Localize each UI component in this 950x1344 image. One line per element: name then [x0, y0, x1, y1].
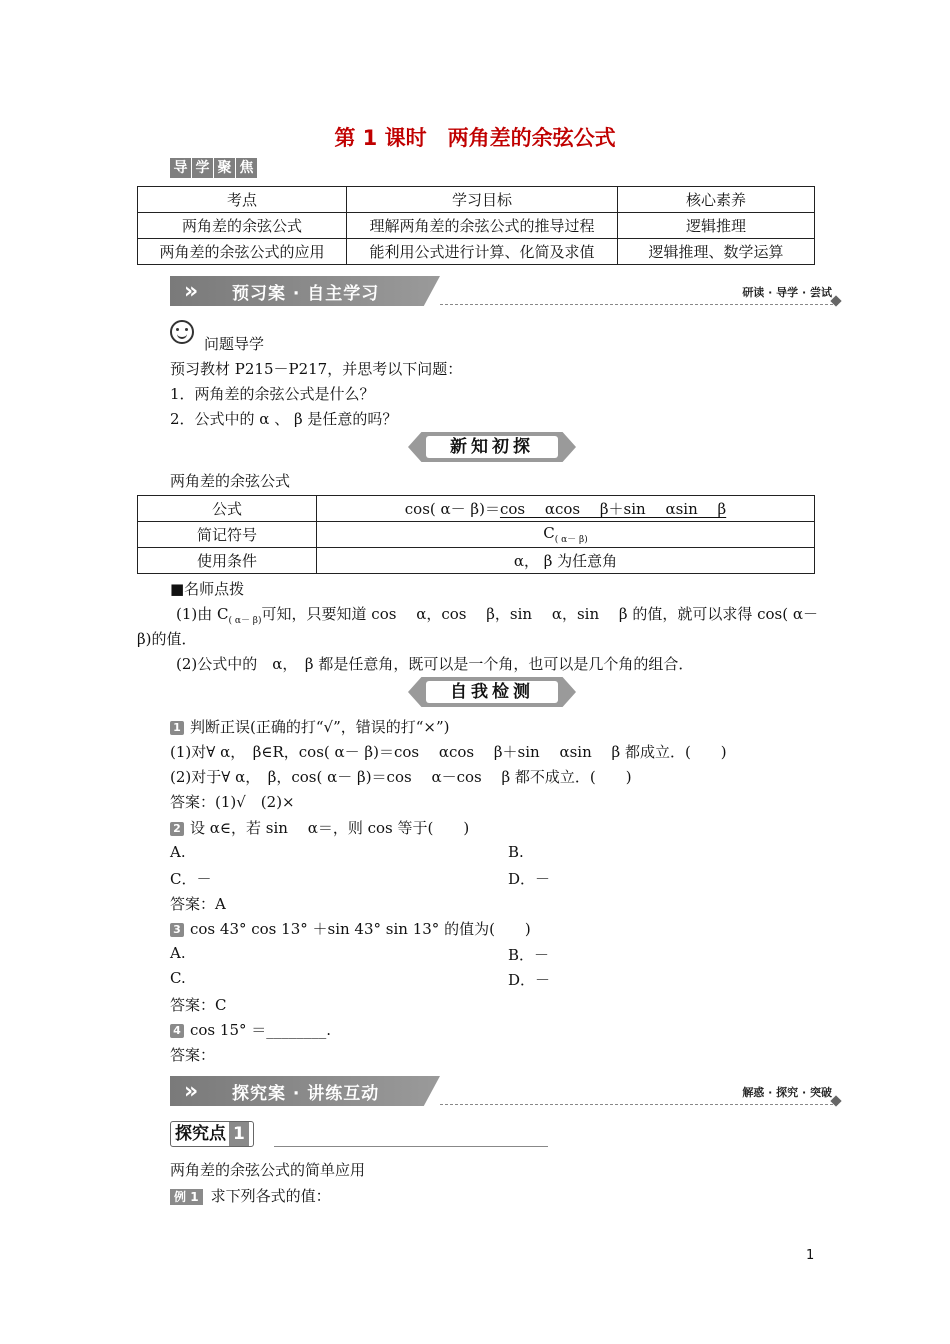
question-text: cos 43° cos 13° ＋sin 43° sin 13° 的值为( ): [190, 920, 531, 938]
explore-rule: [274, 1146, 548, 1147]
table-cell: α， β 为任意角: [317, 548, 815, 574]
question-number: 4: [170, 1024, 184, 1038]
focus-tag-char: 学: [192, 158, 213, 178]
check-statement: (1)对∀ α， β∈R，cos( α－ β)＝cos αcos β＋sin αsin β 都成立．( ): [170, 743, 727, 761]
objectives-table: [137, 186, 815, 265]
table-row: [138, 548, 815, 574]
table-cell: 两角差的余弦公式: [138, 213, 347, 239]
focus-tag-char: 导: [170, 158, 191, 178]
question-text: 设 α∈，若 sin α＝，则 cos 等于( ): [190, 819, 470, 837]
example-1: [170, 1185, 331, 1206]
question-number: 3: [170, 923, 184, 937]
table-cell: 逻辑推理、数学运算: [618, 239, 815, 265]
option-b: B.: [508, 843, 524, 861]
banner-title-right: 自主学习: [307, 284, 380, 304]
option-b: B．－: [508, 946, 550, 964]
banner-title: 预习案 · 自主学习: [232, 284, 380, 304]
section-banner-preview: [170, 276, 838, 306]
explore-point-box: [170, 1121, 254, 1147]
teacher-tip-p1-cont: β)的值．: [137, 630, 197, 648]
table-header: 考点: [138, 187, 347, 213]
table-cell: 逻辑推理: [618, 213, 815, 239]
check-statement: (2)对于∀ α， β，cos( α－ β)＝cos α－cos β 都不成立．( ): [170, 768, 632, 786]
pill-self-check: [408, 677, 576, 707]
section-banner-explore: [170, 1076, 838, 1106]
pill-label: 自我检测: [426, 681, 558, 703]
page-title: 第 1 课时 两角差的余弦公式: [334, 126, 616, 150]
pill-new-knowledge: [408, 432, 576, 462]
banner-title: 探究案 · 讲练互动: [232, 1084, 380, 1104]
formula-section-title: 两角差的余弦公式: [170, 472, 291, 490]
table-cell: 能利用公式进行计算、化简及求值: [347, 239, 618, 265]
option-d: D．－: [508, 870, 551, 888]
answer: 答案：C: [170, 996, 227, 1014]
symbol-subscript: ( α－ β): [554, 535, 588, 545]
focus-tag: [170, 158, 257, 178]
table-header: 学习目标: [347, 187, 618, 213]
table-cell: 公式: [138, 496, 317, 522]
check-question-3: [170, 918, 531, 939]
check-question-4: [170, 1019, 331, 1040]
question-text: 判断正误(正确的打“√”，错误的打“×”): [190, 718, 450, 736]
table-cell: 使用条件: [138, 548, 317, 574]
table-cell: 简记符号: [138, 522, 317, 548]
teacher-tip-p1: [176, 603, 818, 626]
table-row: [138, 187, 815, 213]
banner-title-right: 讲练互动: [307, 1084, 380, 1104]
explore-label-text: 探究点: [175, 1124, 226, 1144]
table-header: 核心素养: [618, 187, 815, 213]
example-label: 例: [174, 1190, 187, 1204]
tip-text: (1)由 C: [176, 605, 229, 623]
banner-title-left: 预习案: [232, 284, 286, 304]
table-row: [138, 213, 815, 239]
explore-point-label: [170, 1121, 548, 1147]
table-cell: [317, 522, 815, 548]
table-row: [138, 496, 815, 522]
option-d: D．－: [508, 971, 551, 989]
focus-tag-char: 聚: [214, 158, 235, 178]
preview-question: 1．两角差的余弦公式是什么？: [170, 385, 375, 403]
formula-blank: cos αcos β＋sin αsin β: [499, 500, 727, 518]
preview-intro: 预习教材 P215－P217，并思考以下问题：: [170, 360, 463, 378]
example-number: 1: [190, 1190, 199, 1204]
preview-question: 2．公式中的 α 、 β 是任意的吗？: [170, 410, 398, 428]
preview-heading: 问题导学: [204, 335, 265, 353]
option-a: A.: [170, 944, 186, 962]
banner-tagline: 研读 · 导学 · 尝试: [742, 286, 832, 299]
table-cell: 理解两角差的余弦公式的推导过程: [347, 213, 618, 239]
chevron-right-icon: »: [184, 1079, 199, 1104]
teacher-tip-heading: ■名师点拨: [170, 580, 245, 598]
banner-divider: [440, 1104, 838, 1105]
focus-tag-char: 焦: [236, 158, 257, 178]
explore-title: 两角差的余弦公式的简单应用: [170, 1161, 366, 1179]
question-number: 1: [170, 721, 184, 735]
option-a: A.: [170, 843, 186, 861]
option-c: C．－: [170, 870, 212, 888]
pill-label: 新知初探: [426, 436, 558, 458]
table-row: [138, 239, 815, 265]
symbol-text: C: [543, 524, 555, 542]
tip-text: 可知，只要知道 cos α，cos β，sin α，sin β 的值，就可以求得 cos( α－: [261, 605, 818, 623]
answer: 答案：(1)√ (2)×: [170, 793, 295, 811]
question-number: 2: [170, 822, 184, 836]
banner-divider: [440, 304, 838, 305]
explore-number: 1: [229, 1122, 249, 1146]
example-text: 求下列各式的值：: [210, 1187, 331, 1205]
answer: 答案：A: [170, 895, 226, 913]
check-question-2: [170, 817, 469, 838]
check-question-1: [170, 716, 450, 737]
option-c: C.: [170, 969, 186, 987]
tip-subscript: ( α－ β): [228, 616, 262, 626]
banner-title-left: 探究案: [232, 1084, 286, 1104]
chevron-right-icon: »: [184, 279, 199, 304]
smiley-icon: [170, 320, 194, 344]
formula-text: cos( α－ β)＝: [404, 500, 500, 518]
teacher-tip-p2: (2)公式中的 α， β 都是任意角，既可以是一个角，也可以是几个角的组合．: [176, 655, 694, 673]
example-badge: [170, 1189, 203, 1205]
table-row: [138, 522, 815, 548]
table-cell: 两角差的余弦公式的应用: [138, 239, 347, 265]
table-cell: [317, 496, 815, 522]
formula-table: [137, 495, 815, 574]
question-text: cos 15° ＝________.: [190, 1021, 332, 1039]
banner-tagline: 解惑 · 探究 · 突破: [742, 1086, 832, 1099]
page-number: 1: [806, 1248, 815, 1263]
answer: 答案：: [170, 1046, 216, 1064]
